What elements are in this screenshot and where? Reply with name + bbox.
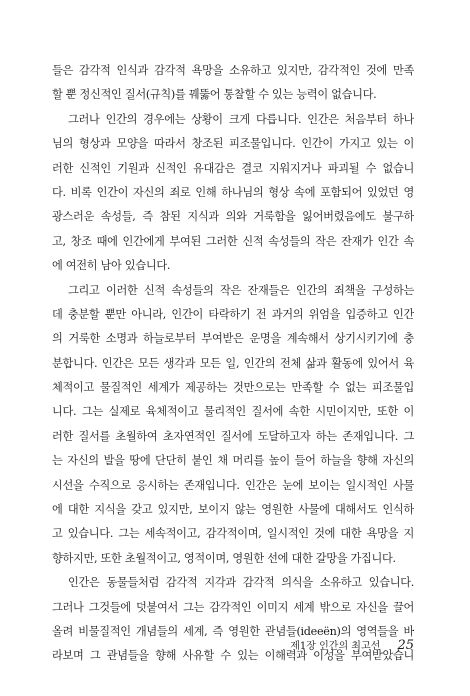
text-line: 그러나 그것들에 덧붙여서 그는 감각적인 이미지 세계 밖으로 자신을 끌어 [52, 600, 414, 614]
running-footer-chapter: 제1장 인간의 최고선 [290, 641, 381, 652]
text-line: 에 여전히 남아 있습니다. [52, 259, 171, 273]
text-line: 광스러운 속성들, 즉 참된 지식과 의와 거룩함을 잃어버렸음에도 불구하 [52, 210, 414, 224]
page-footer [290, 637, 414, 653]
text-line: 님의 형상과 모양을 따라서 창조된 피조물입니다. 인간이 가지고 있는 이 [52, 137, 414, 151]
text-line: 들은 감각적 인식과 감각적 욕망을 소유하고 있지만, 감각적인 것에 만족 [52, 64, 414, 77]
text-line: 할 뿐 정신적인 질서(규칙)를 꿰뚫어 통찰할 수 있는 능력이 없습니다. [52, 88, 377, 102]
text-line: 체적이고 물질적인 세계가 제공하는 것만으로는 만족할 수 없는 피조물입 [52, 381, 414, 395]
text-line: 라보며 그 관념들을 향해 사유할 수 있는 이해력과 이성을 부여받았습니 [52, 649, 414, 663]
text-line: 향하지만, 또한 초월적이고, 영적이며, 영원한 선에 대한 갈망을 가집니다. [52, 551, 396, 565]
text-line: 다. 비록 인간이 자신의 죄로 인해 하나님의 형상 속에 포함되어 있었던 영 [52, 185, 414, 199]
body-text [52, 59, 414, 669]
text-line: 고 있습니다. 그는 세속적이고, 감각적이며, 일시적인 것에 대한 욕망을 지 [52, 527, 414, 541]
text-line: 니다. 그는 실제로 육체적이고 물리적인 질서에 속한 시민이지만, 또한 이 [52, 405, 414, 419]
text-line: 고, 창조 때에 인간에게 부여된 그러한 신적 속성들의 작은 잔재가 인간 속 [52, 234, 414, 248]
text-line: 의 거룩한 소명과 하늘로부터 부여받은 운명을 계속해서 상기시키기에 충 [52, 332, 414, 346]
text-line: 는 자신의 발을 땅에 단단히 붙인 채 머리를 높이 들어 하늘을 향해 자신의 [52, 454, 414, 468]
text-line: 러한 신적인 기원과 신적인 유대감은 결코 지워지거나 파괴될 수 없습니 [52, 161, 414, 175]
page-number: 25 [397, 638, 414, 653]
text-line: 분합니다. 인간은 모든 생각과 모든 일, 인간의 전체 삶과 활동에 있어서 육 [52, 356, 414, 370]
text-line: 러한 질서를 초월하여 초자연적인 질서에 도달하고자 하는 존재입니다. 그 [52, 429, 414, 443]
text-line: 올려 비물질적인 개념들의 세계, 즉 영원한 관념들(ideeën)의 영역들을 바 [52, 624, 414, 638]
text-line: 에 대한 지식을 갖고 있지만, 보이지 않는 영원한 사물에 대해서도 인식하 [52, 503, 414, 517]
text-line: 그리고 이러한 신적 속성들의 작은 잔재들은 인간의 죄책을 구성하는 [68, 283, 414, 297]
text-line: 시선을 수직으로 응시하는 존재입니다. 인간은 눈에 보이는 일시적인 사물 [52, 478, 414, 492]
text-line: 인간은 동물들처럼 감각적 지각과 감각적 의식을 소유하고 있습니다. [68, 576, 414, 590]
text-line: 그러나 인간의 경우에는 상황이 크게 다릅니다. 인간은 처음부터 하나 [68, 112, 414, 126]
text-line: 데 충분할 뿐만 아니라, 인간이 타락하기 전 과거의 위엄을 입증하고 인간 [52, 307, 414, 321]
